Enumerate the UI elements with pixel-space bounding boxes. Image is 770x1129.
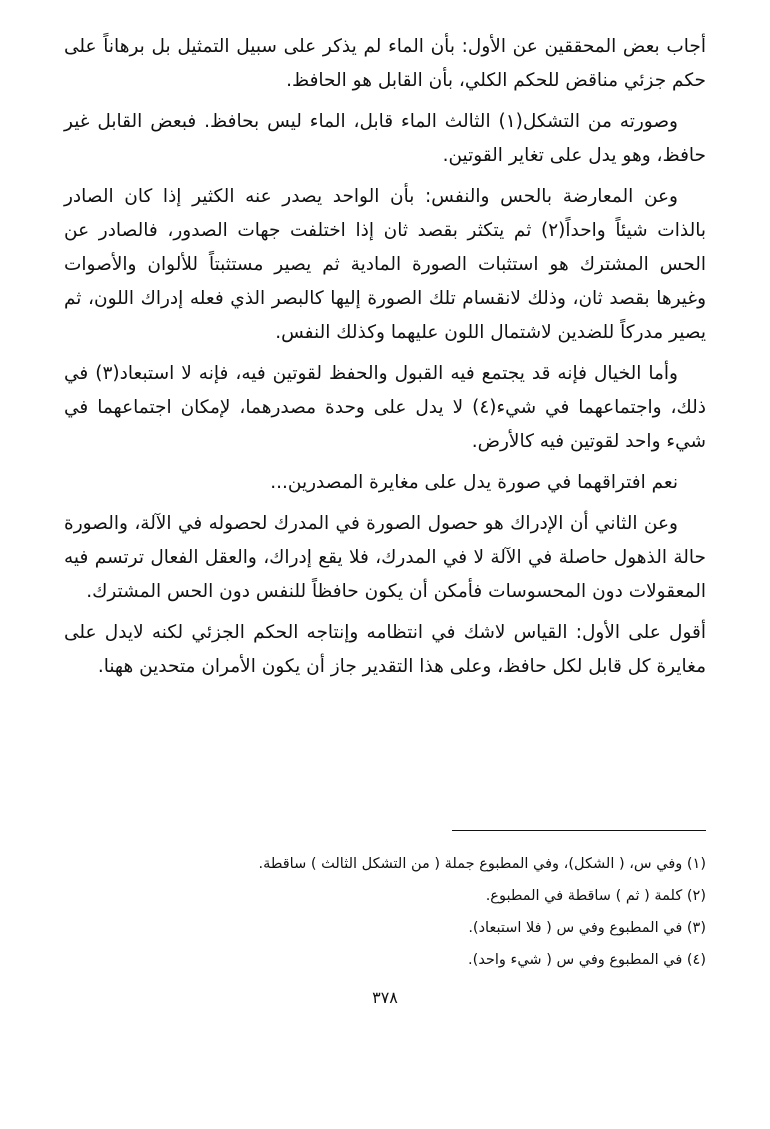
paragraph-6: وعن الثاني أن الإدراك هو حصول الصورة في المدرك لحصوله في الآلة، والصورة حالة الذهول حاصلة في الآلة لا في المدرك، فلا يقع إدراك، والعقل الفعال ترتسم فيه المعقولات دون المحسوسات فأمكن أن يكون حافظاً للنفس دون الحس المشترك. <box>64 513 706 602</box>
main-text <box>64 30 706 691</box>
footnote-3: (٣) في المطبوع وفي س ( فلا استبعاد). <box>468 920 706 936</box>
paragraph-5: نعم افتراقهما في صورة يدل على مغايرة المصدرين... <box>270 472 678 493</box>
footnote-4: (٤) في المطبوع وفي س ( شيء واحد). <box>468 952 706 968</box>
paragraph-2: وصورته من التشكل(١) الثالث الماء قابل، الماء ليس بحافظ. فبعض القابل غير حافظ، وهو يدل على تغاير القوتين. <box>64 111 706 166</box>
footnote-2: (٢) كلمة ( ثم ) ساقطة في المطبوع. <box>485 888 706 904</box>
paragraph-7: أقول على الأول: القياس لاشك في انتظامه وإنتاجه الحكم الجزئي لكنه لايدل على مغايرة كل قابل لكل حافظ، وعلى هذا التقدير جاز أن يكون الأمران متحدين ههنا. <box>64 622 706 677</box>
paragraph-1: أجاب بعض المحققين عن الأول: بأن الماء لم يذكر على سبيل التمثيل بل برهاناً على حكم جزئي مناقض للحكم الكلي، بأن القابل هو الحافظ. <box>64 36 706 91</box>
footnote-divider <box>452 830 706 831</box>
footnote-1: (١) وفي س، ( الشكل)، وفي المطبوع جملة ( من التشكل الثالث ) ساقطة. <box>258 856 706 872</box>
footnotes <box>64 848 706 976</box>
paragraph-4: وأما الخيال فإنه قد يجتمع فيه القبول والحفظ لقوتين فيه، فإنه لا استبعاد(٣) في ذلك، واجتماعهما في شيء(٤) لا يدل على وحدة مصدرهما، لإمكان اجتماعهما في شيء واحد لقوتين فيه كالأرض. <box>64 363 706 452</box>
paragraph-3: وعن المعارضة بالحس والنفس: بأن الواحد يصدر عنه الكثير إذا كان الصادر بالذات شيئاً واحداً(٢) ثم يتكثر بقصد ثان إذا اختلفت جهات الصدور، فالصادر عن الحس المشترك هو استثبات الصورة المادية ثم يصير مستثبتاً للألوان والأصوات وغيرها بقصد ثان، وذلك لانقسام تلك الصورة إليها كالبصر الذي فعله إدراك اللون، ثم يصير مدركاً للضدين لاشتمال اللون عليهما وكذلك النفس. <box>64 186 706 343</box>
page-number: ٣٧٨ <box>372 988 398 1007</box>
